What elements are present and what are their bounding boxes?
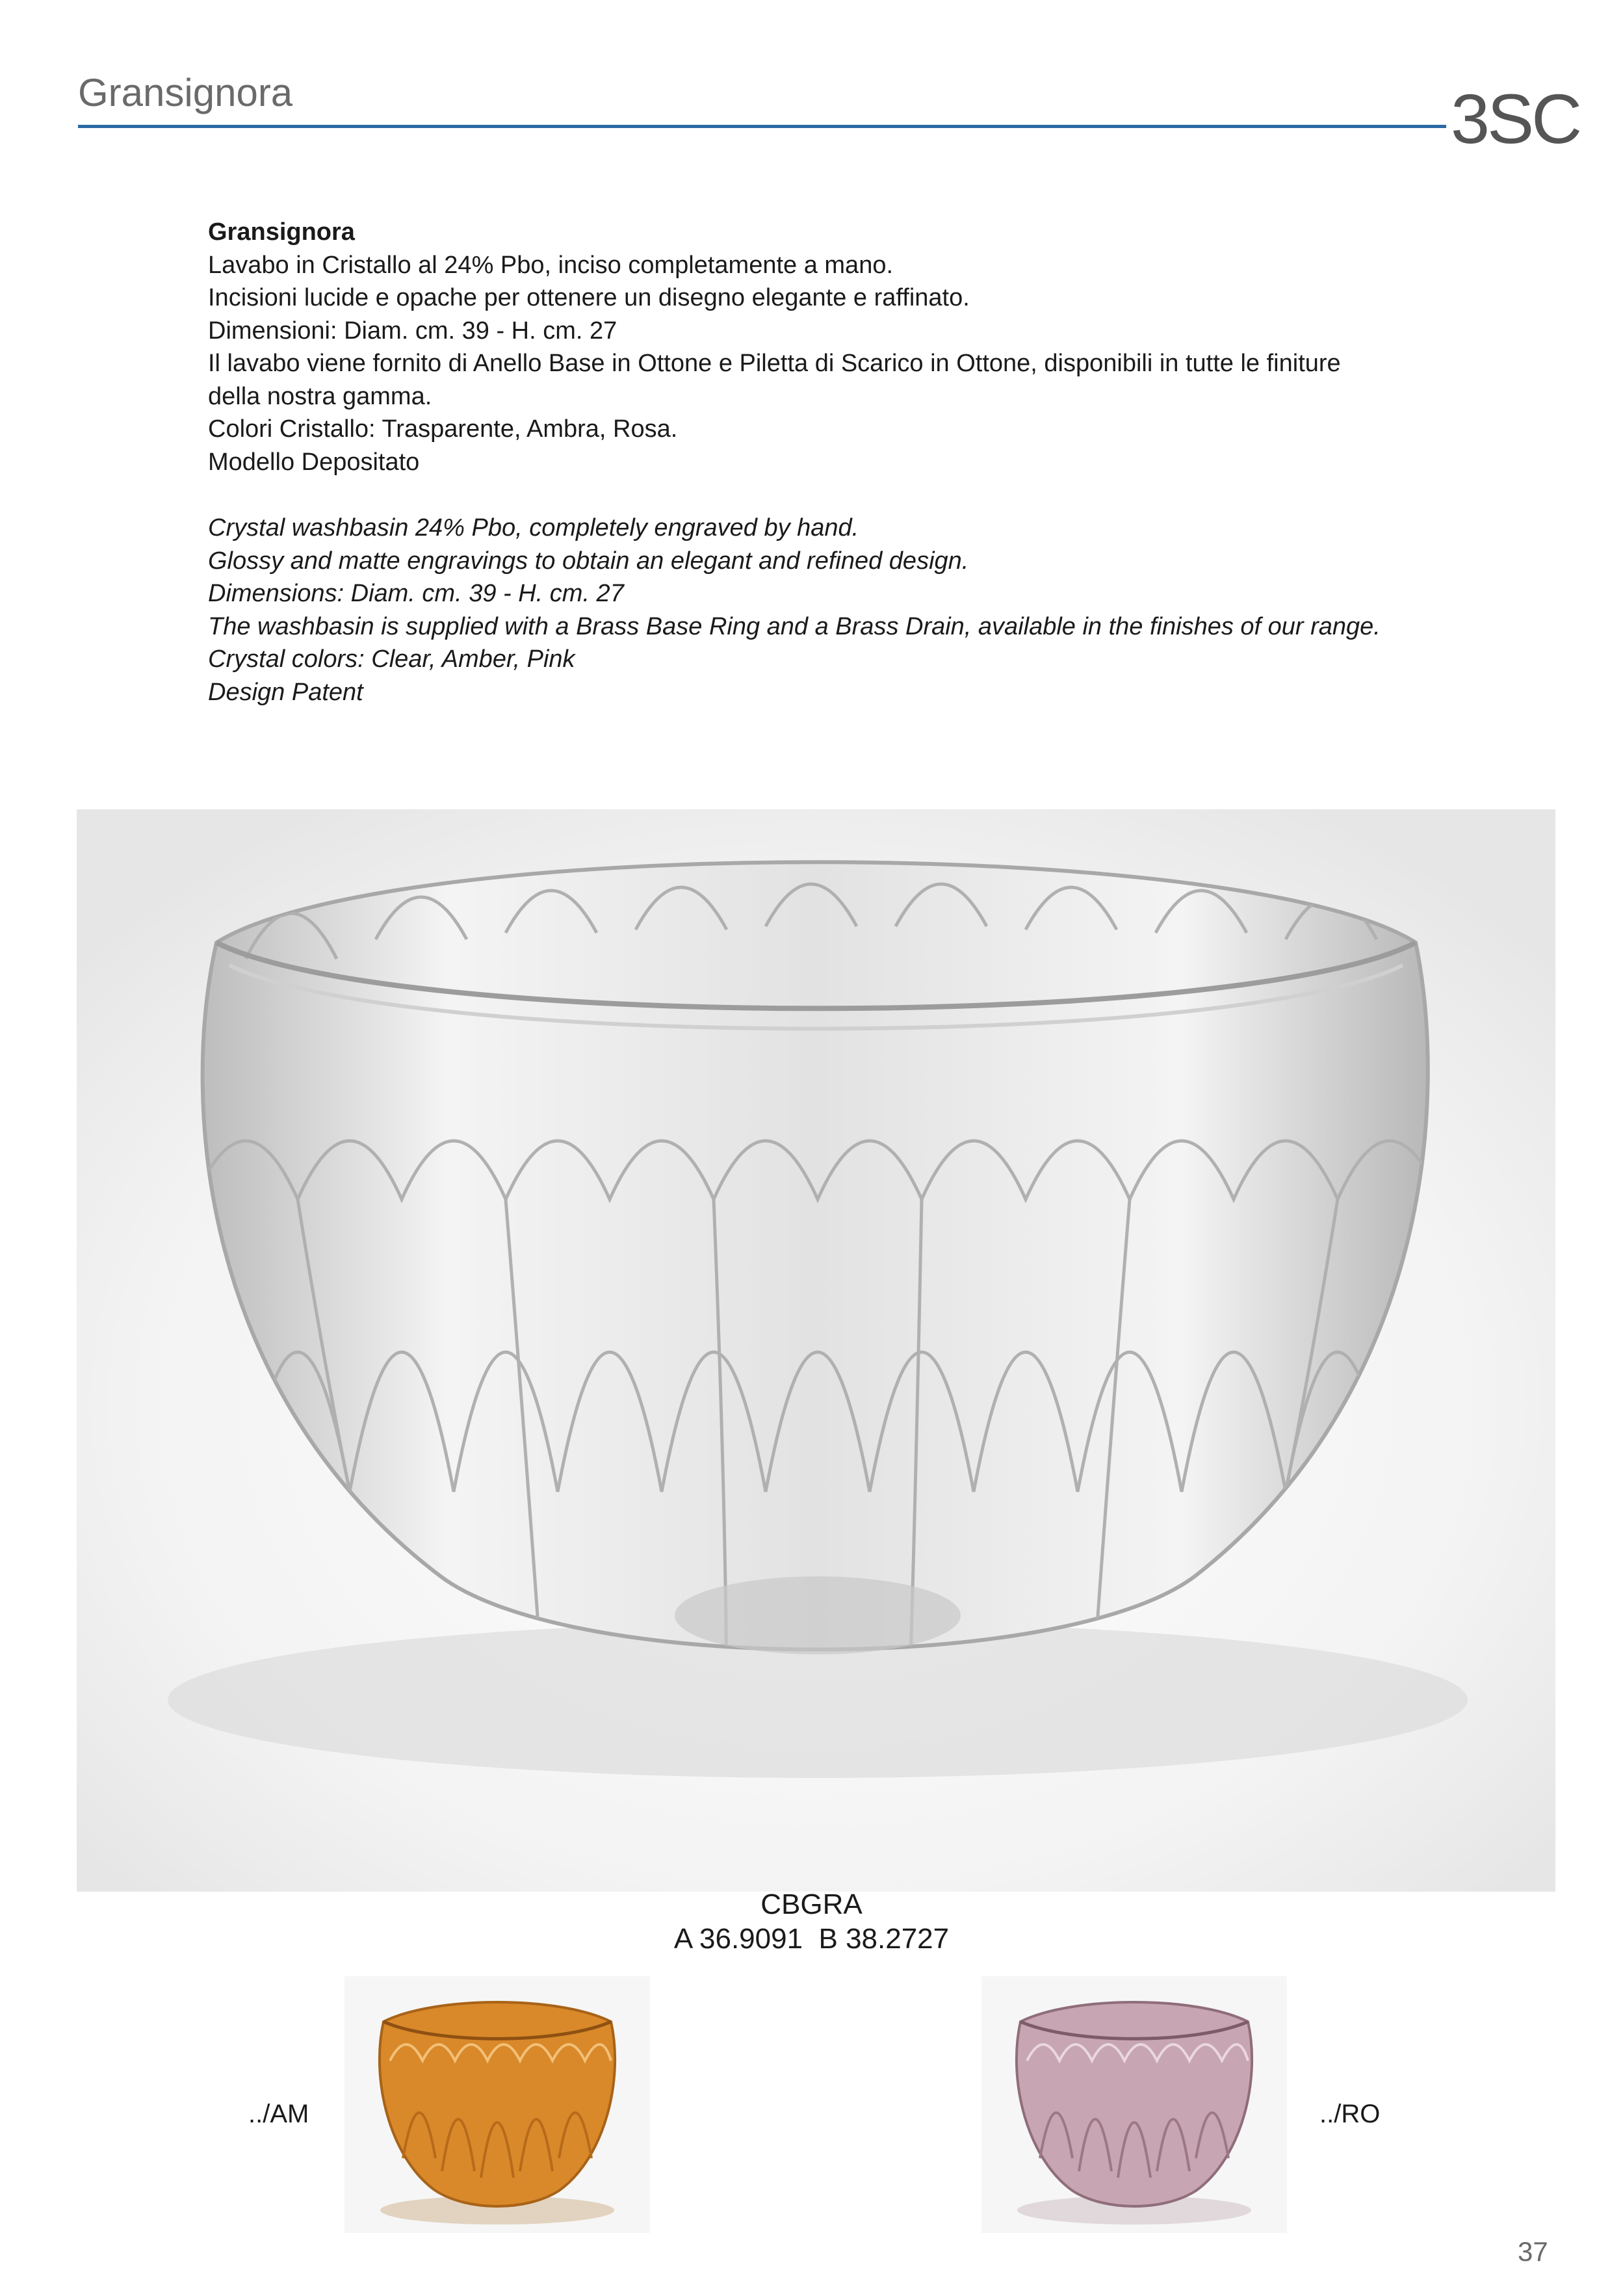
desc-en-line: Glossy and matte engravings to obtain an elegant and refined design. bbox=[208, 547, 969, 575]
description-english bbox=[208, 512, 1508, 709]
desc-it-line: Incisioni lucide e opache per ottenere un disegno elegante e raffinato. bbox=[208, 284, 970, 311]
desc-en-line: Design Patent bbox=[208, 678, 363, 706]
desc-it-line: Dimensioni: Diam. cm. 39 - H. cm. 27 bbox=[208, 317, 617, 345]
product-name: Gransignora bbox=[208, 218, 355, 246]
desc-en-line: Dimensions: Diam. cm. 39 - H. cm. 27 bbox=[208, 580, 624, 607]
product-image-pink-bowl bbox=[981, 1976, 1287, 2233]
desc-it-line: Lavabo in Cristallo al 24% Pbo, inciso completamente a mano. bbox=[208, 251, 894, 279]
variant-label-amber: ../AM bbox=[248, 2100, 309, 2128]
desc-en-line: Crystal colors: Clear, Amber, Pink bbox=[208, 646, 575, 673]
desc-it-line: Il lavabo viene fornito di Anello Base in Ottone e Piletta di Scarico in Ottone, disponibili in tutte le finiture della nostra gamma. bbox=[208, 350, 1341, 410]
page-title: Gransignora bbox=[78, 71, 293, 114]
desc-en-line: The washbasin is supplied with a Brass Base Ring and a Brass Drain, available in the finishes of our range. bbox=[208, 612, 1381, 640]
desc-it-line: Colori Cristallo: Trasparente, Ambra, Rosa. bbox=[208, 415, 678, 443]
desc-it-line: Modello Depositato bbox=[208, 448, 420, 476]
brand-logo: 3SC bbox=[1451, 79, 1580, 158]
variant-label-pink: ../RO bbox=[1319, 2100, 1381, 2128]
product-image-clear-bowl bbox=[77, 809, 1555, 1892]
product-prices: A 36.9091 B 38.2727 bbox=[673, 1923, 950, 1955]
desc-en-line: Crystal washbasin 24% Pbo, completely engraved by hand. bbox=[208, 514, 859, 541]
header-rule bbox=[78, 125, 1446, 128]
product-image-amber-bowl bbox=[344, 1976, 650, 2233]
description-italian bbox=[208, 216, 1443, 478]
page-number: 37 bbox=[1518, 2236, 1548, 2267]
product-code: CBGRA bbox=[760, 1888, 863, 1920]
